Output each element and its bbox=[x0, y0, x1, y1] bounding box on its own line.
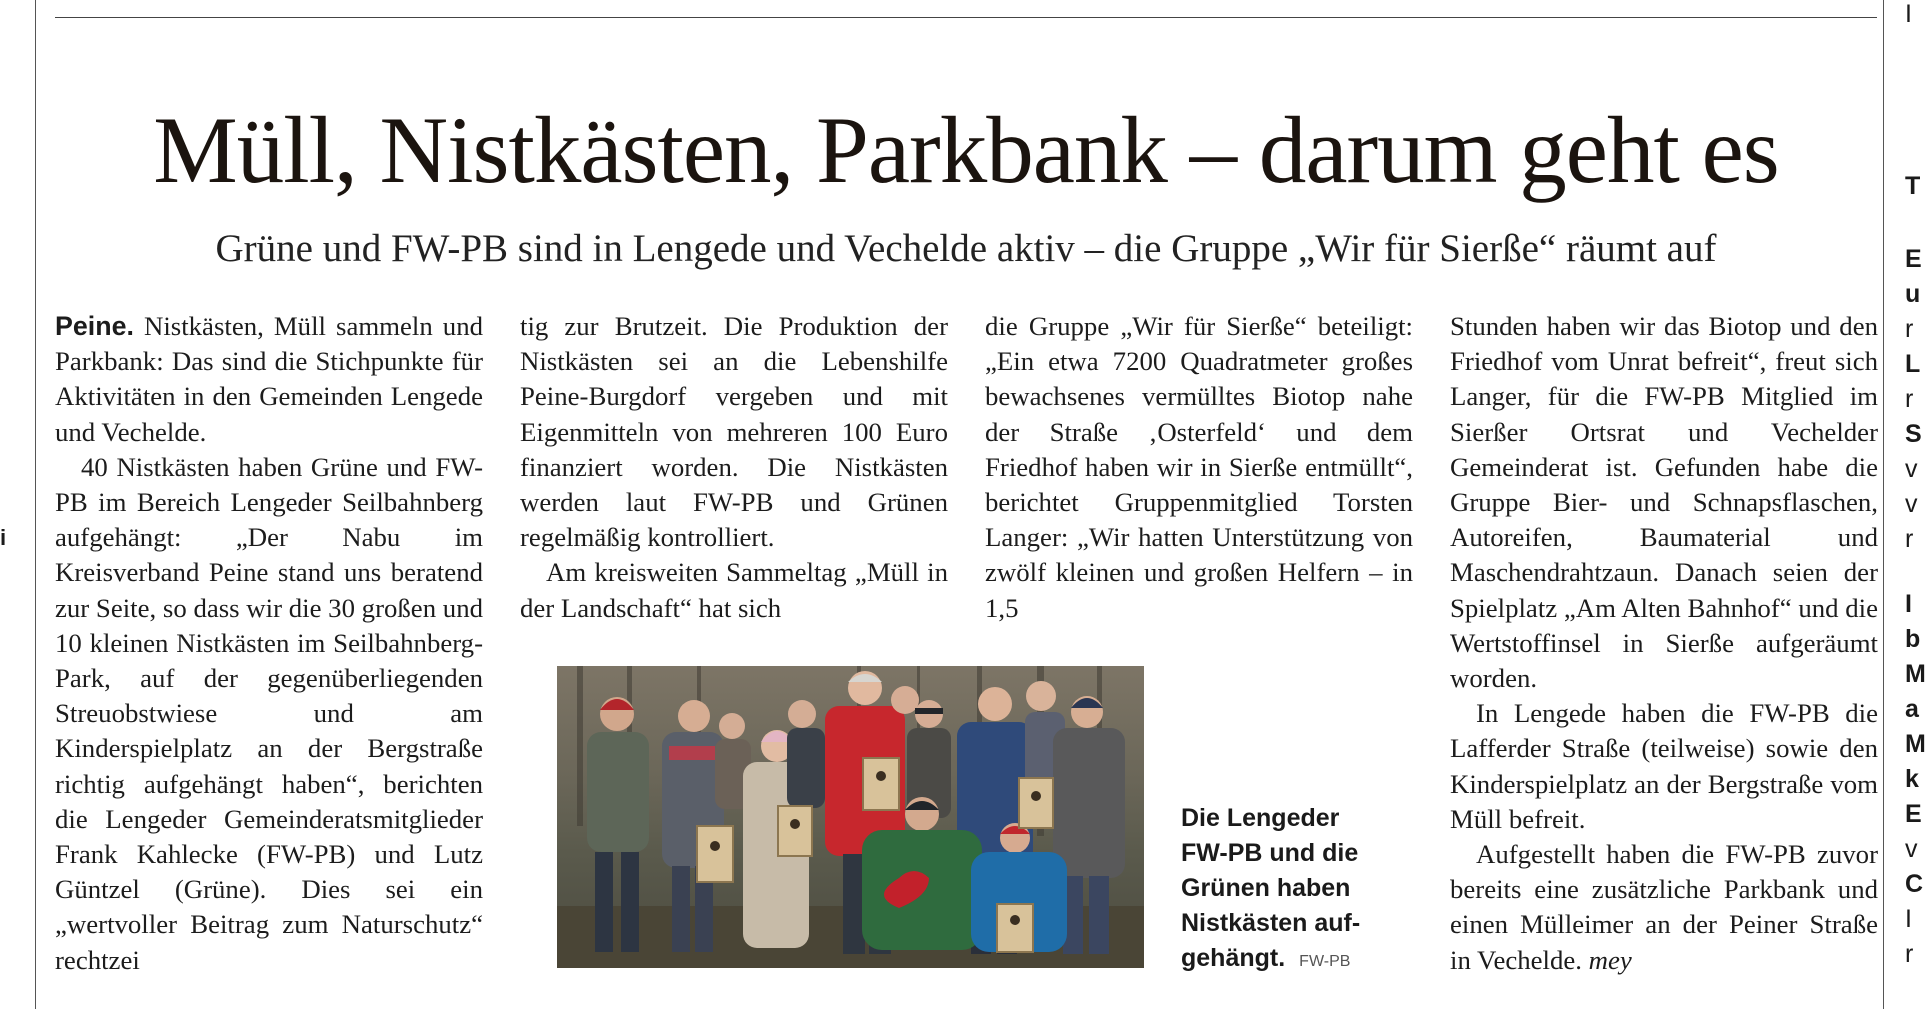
right-edge-fragment: S bbox=[1905, 420, 1922, 448]
headline: Müll, Nistkästen, Parkbank – darum geht es bbox=[153, 97, 1779, 203]
right-edge-fragment: I bbox=[1905, 590, 1912, 618]
paragraph: In Lengede haben die FW-PB die Lafferder Straße (teilweise) sowie den Kinderspielplatz an der Bergstraße vom Müll befreit. bbox=[1450, 698, 1878, 834]
right-edge-fragment: M bbox=[1905, 660, 1926, 688]
right-edge-fragment: E bbox=[1905, 800, 1922, 828]
paragraph: tig zur Brutzeit. Die Produktion der Nistkästen sei an die Lebenshilfe Peine-Burgdorf vergeben und mit Eigenmitteln von mehreren 100 Euro finanziert worden. Die Nistkästen werden laut FW-PB und Grünen regelmäßig kontrolliert. bbox=[520, 311, 948, 553]
paragraph: Am kreisweiten Sammeltag „Müll in der Landschaft“ hat sich bbox=[520, 557, 948, 623]
photo-credit: FW-PB bbox=[1299, 953, 1351, 970]
group-photo-illustration bbox=[557, 666, 1144, 968]
right-edge-fragment: k bbox=[1905, 765, 1919, 793]
subheadline: Grüne und FW-PB sind in Lengede und Vechelde aktiv – die Gruppe „Wir für Sierße“ räumt auf bbox=[215, 227, 1717, 270]
right-edge-fragment: v bbox=[1905, 835, 1918, 863]
right-edge-fragment: r bbox=[1905, 315, 1914, 343]
right-edge-fragment: L bbox=[1905, 350, 1921, 378]
paragraph: 40 Nistkästen haben Grüne und FW-PB im Bereich Lengeder Seilbahnberg aufgehängt: „Der Nabu im Kreisverband Peine stand uns beratend zur Seite, so dass wir die 30 großen und 10 kleinen Nistkästen im Seilbahnberg-Park, auf der gegenüberliegenden Streuobstwiese und am Kinderspielplatz an der Bergstraße richtig aufgehängt haben“, berichten die Lengeder Gemeinderatsmitglieder Frank Kahlecke (FW-PB) und Lutz Güntzel (Grüne). Dies sei ein „wertvoller Beitrag zum Naturschutz“ rechtzei bbox=[55, 451, 483, 975]
right-edge-fragment: v bbox=[1905, 490, 1918, 518]
right-edge-fragment: a bbox=[1905, 695, 1919, 723]
right-edge-fragment: I bbox=[1905, 905, 1912, 933]
left-column-rule bbox=[35, 0, 36, 1009]
article-column-3 bbox=[985, 309, 1413, 626]
right-edge-fragment: M bbox=[1905, 730, 1926, 758]
right-edge-fragment: E bbox=[1905, 245, 1922, 273]
article-column-4 bbox=[1450, 309, 1878, 978]
right-edge-fragment: T bbox=[1905, 172, 1921, 200]
right-edge-fragment: u bbox=[1905, 280, 1921, 308]
left-edge-fragment: i bbox=[0, 525, 7, 550]
article-column-2 bbox=[520, 309, 948, 626]
author-initials: mey bbox=[1588, 944, 1632, 975]
photo-caption: Die Lengeder FW-PB und die Grünen haben Nistkästen aufgehängt. FW-PB bbox=[1181, 804, 1361, 972]
paragraph: Stunden haben wir das Biotop und den Friedhof vom Unrat befreit“, freut sich Langer, für die FW-PB Mitglied im Sierßer Ortsrat und Vechelder Gemeinderat ist. Gefunden habe die Gruppe Bier- und Schnapsflaschen, Autoreifen, Baumaterial und Maschendrahtzaun. Danach seien der Spielplatz „Am Alten Bahnhof“ und die Wertstoffinsel in Sierße aufgeräumt worden. bbox=[1450, 311, 1878, 694]
dateline: Peine. bbox=[55, 311, 134, 341]
right-edge-fragment: r bbox=[1905, 385, 1914, 413]
paragraph: Aufgestellt haben die FW-PB zuvor bereits eine zusätzliche Parkbank und einen Mülleimer an der Peiner Straße in Vechelde. mey bbox=[1450, 839, 1878, 975]
right-edge-fragment: v bbox=[1905, 455, 1918, 483]
top-rule bbox=[55, 17, 1877, 18]
right-edge-fragment: b bbox=[1905, 625, 1921, 653]
right-column-rule bbox=[1883, 0, 1884, 1009]
paragraph: Peine. Nistkästen, Müll sammeln und Parkbank: Das sind die Stichpunkte für Aktivitäten in den Gemeinden Lengede und Vechelde. bbox=[55, 311, 483, 447]
right-edge-fragment: C bbox=[1905, 870, 1924, 898]
group-photo bbox=[557, 666, 1144, 968]
paragraph: die Gruppe „Wir für Sierße“ beteiligt: „Ein etwa 7200 Quadratmeter großes bewachsenes vermülltes Biotop nahe der Straße ‚Osterfeld‘ und dem Friedhof haben wir in Sierße entmüllt“, berichtet Gruppenmitglied Torsten Langer: „Wir hatten Unterstützung von zwölf kleinen und großen Helfern – in 1,5 bbox=[985, 311, 1413, 623]
right-edge-fragment: r bbox=[1905, 525, 1914, 553]
right-edge-fragment: I bbox=[1905, 0, 1912, 28]
article-column-1 bbox=[55, 309, 483, 978]
right-edge-fragment: r bbox=[1905, 940, 1914, 968]
